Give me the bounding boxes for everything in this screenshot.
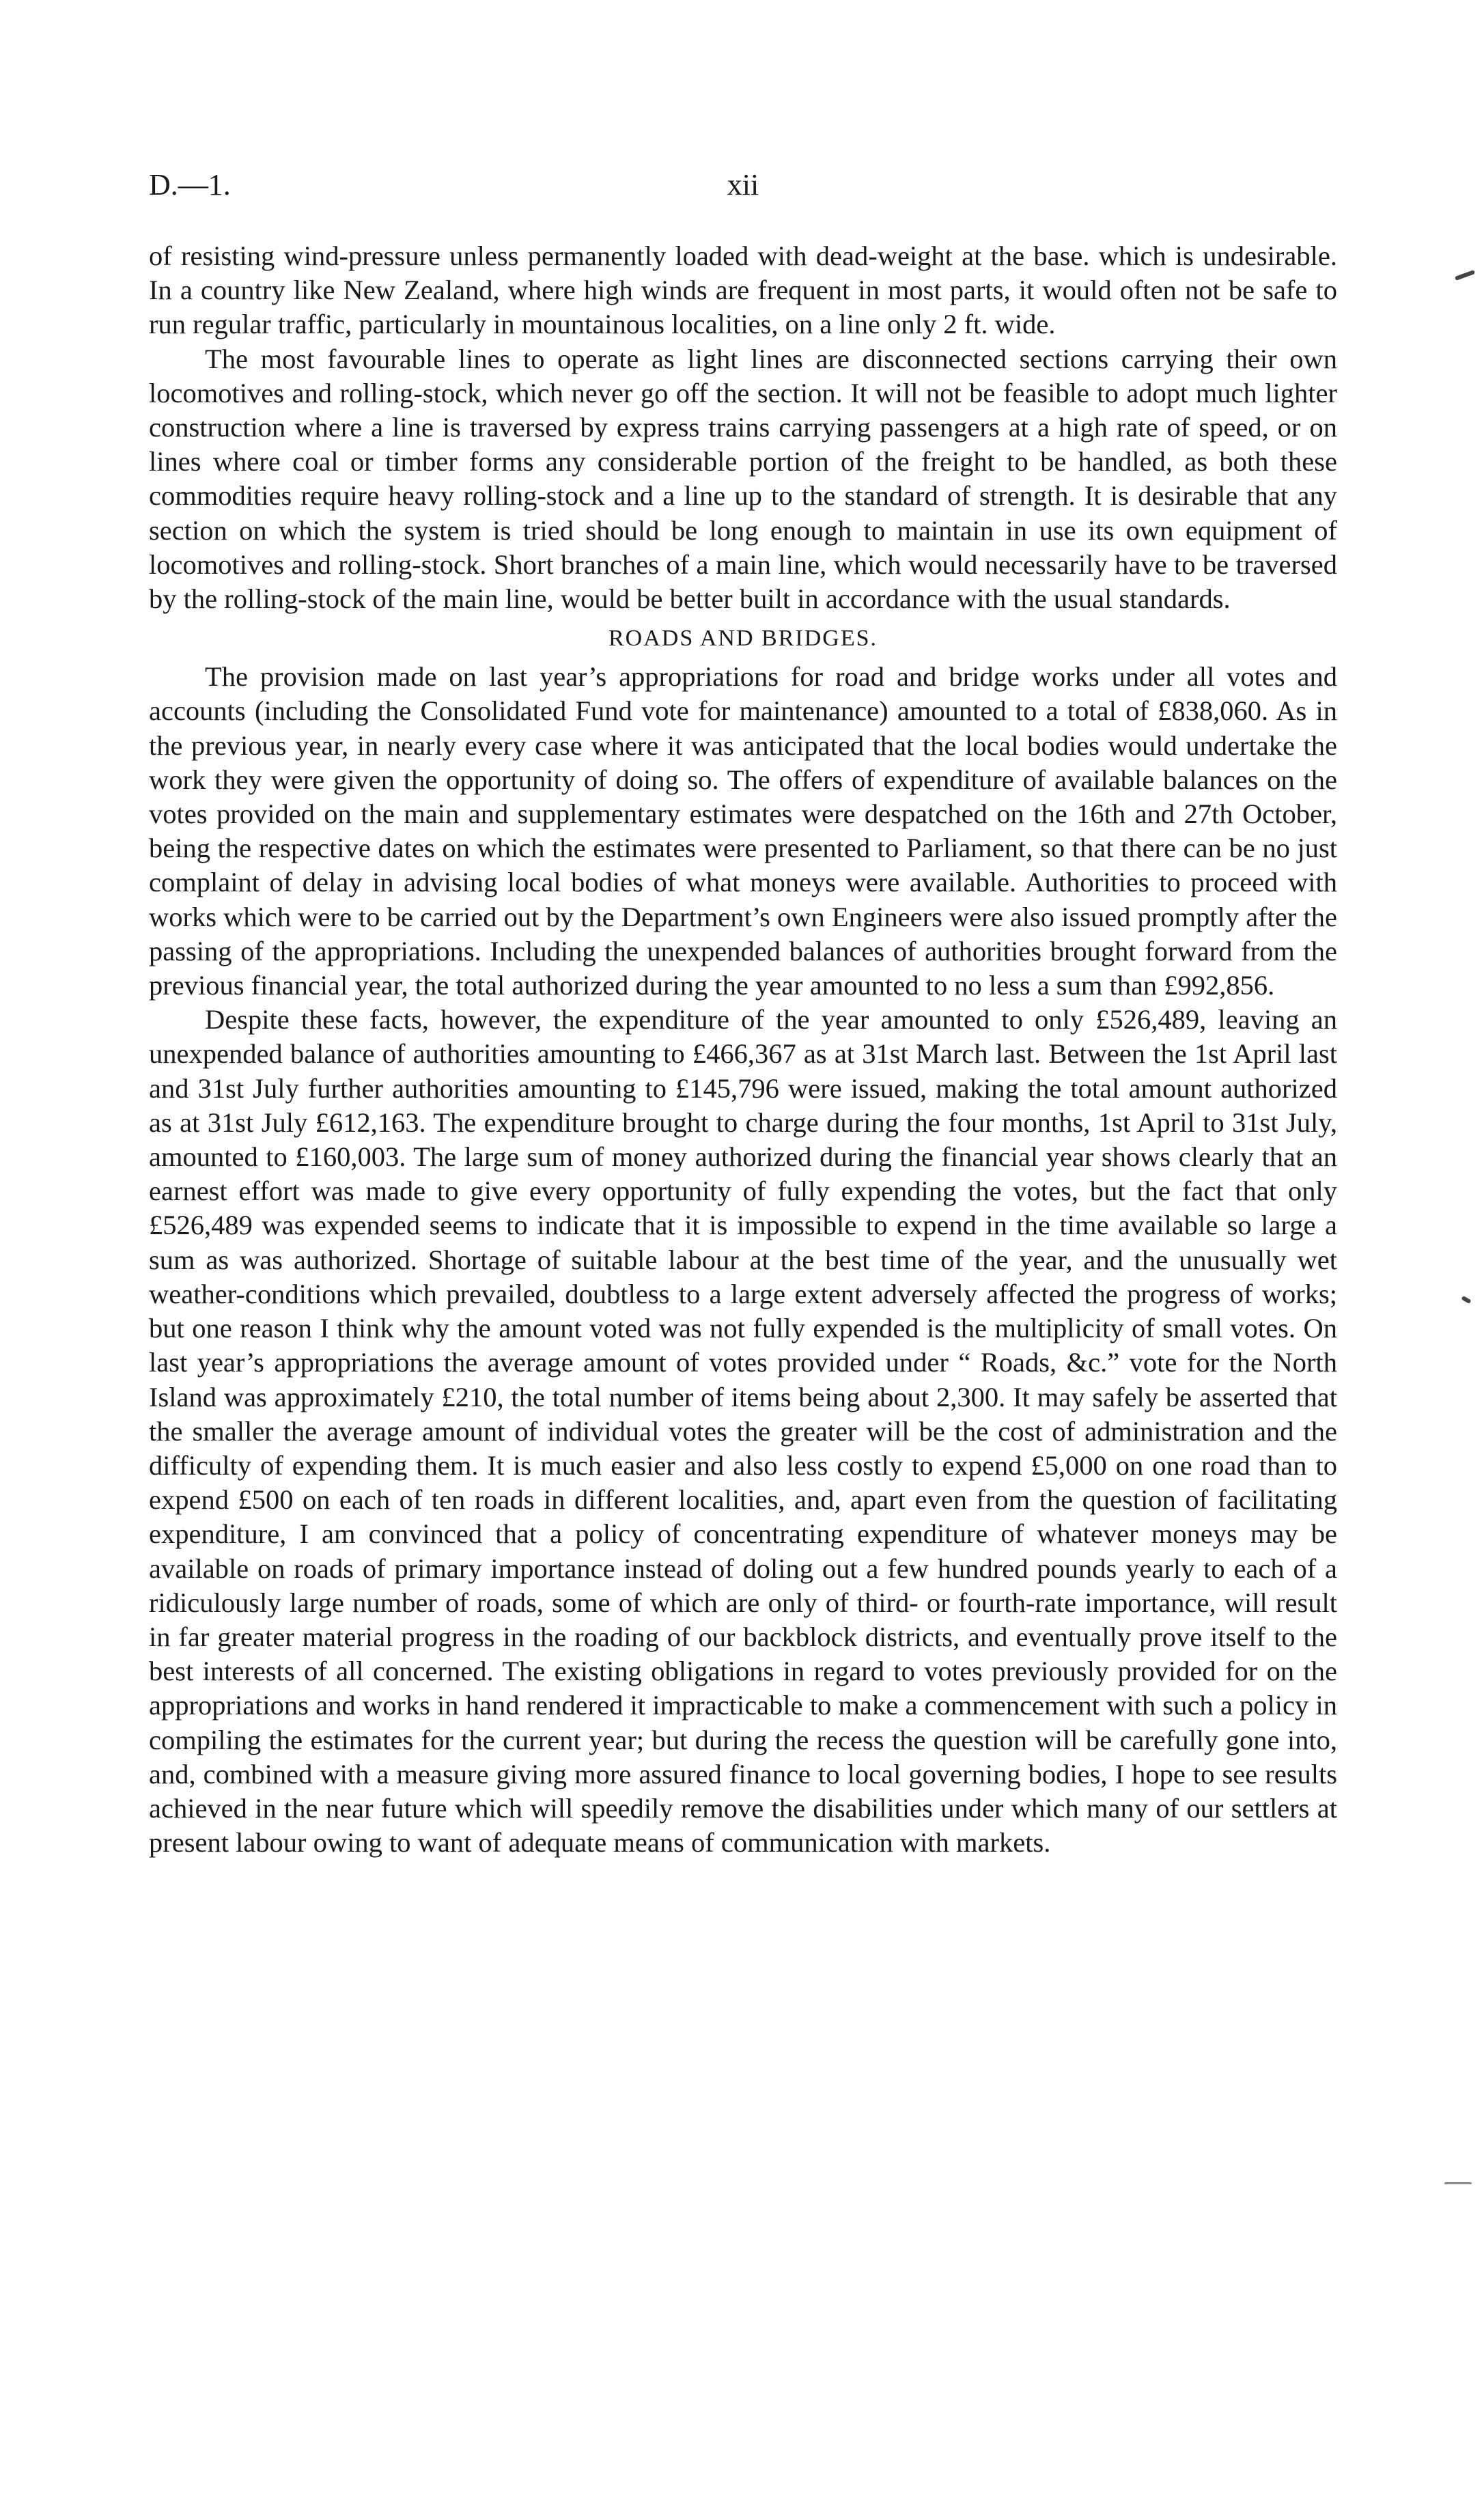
paragraph-continuation: of resisting wind-pressure unless permanently loaded with dead-weight at the base. which is undesirable. In a country like New Zealand, where high winds are frequent in most parts, it would often not be safe to run regular traffic, particularly in mountainous localities, on a line only 2 ft. wide. xyxy=(149,240,1337,340)
margin-mark xyxy=(1455,270,1475,281)
section-heading: ROADS AND BRIDGES. xyxy=(608,626,878,652)
page-header xyxy=(149,167,1337,208)
paragraph-light-lines: The most favourable lines to operate as light lines are disconnected sections carrying their own locomotives and rolling-stock, which never go off the section. It will not be feasible to adopt much lighter construction where a line is traversed by express trains carrying passengers at a high rate of speed, or on lines where coal or timber forms any considerable portion of the freight to be handled, as both these commodities require heavy rolling-stock and a line up to the standard of strength. It is desirable that any section on which the system is tried should be long enough to maintain in use its own equipment of locomotives and rolling-stock. Short branches of a main line, which would necessarily have to be traversed by the rolling-stock of the main line, would be better built in accordance with the usual standards. xyxy=(149,343,1337,615)
page-reference: D.—1. xyxy=(149,168,231,201)
page-body xyxy=(149,239,1337,1860)
margin-mark xyxy=(1444,2182,1472,2184)
paragraph-roads-expenditure: Despite these facts, however, the expenditure of the year amounted to only £526,489, leaving an unexpended balance of authorities amounting to £466,367 as at 31st March last. Between the 1st April last and 31st July further authorities amounting to £145,796 were issued, making the total amount authorized as at 31st July £612,163. The expenditure brought to charge during the four months, 1st April to 31st July, amounted to £160,003. The large sum of money authorized during the financial year shows clearly that an earnest effort was made to give every opportunity of fully expending the votes, but the fact that only £526,489 was expended seems to indicate that it is impossible to expend in the time available so large a sum as was authorized. Shortage of suitable labour at the best time of the year, and the unusually wet weather-conditions which prevailed, doubtless to a large extent adversely affected the progress of works; but one reason I think why the amount voted was not fully expended is the multiplicity of small votes. On last year’s appropriations the average amount of votes provided under “ Roads, &c.” vote for the North Island was approximately £210, the total number of items being about 2,300. It may safely be asserted that the smaller the average amount of individual votes the greater will be the cost of administration and the difficulty of expending them. It is much easier and also less costly to expend £5,000 on one road than to expend £500 on each of ten roads in different localities, and, apart even from the question of facilitating expenditure, I am convinced that a policy of concentrating expenditure of whatever moneys may be available on roads of primary importance instead of doling out a few hundred pounds yearly to each of a ridiculously large number of roads, some of which are only of third- or fourth-rate importance, will result in far greater material progress in the roading of our backblock districts, and eventually prove itself to the best interests of all concerned. The existing obligations in regard to votes previously provided for on the appropriations and works in hand rendered it impracticable to make a commencement with such a policy in compiling the estimates for the current year; but during the recess the question will be carefully gone into, and, combined with a measure giving more assured finance to local governing bodies, I hope to see results achieved in the near future which will speedily remove the disabilities under which many of our settlers at present labour owing to want of adequate means of communication with markets. xyxy=(149,1004,1337,1858)
margin-mark xyxy=(1461,1296,1471,1304)
page-number: xii xyxy=(727,168,759,201)
paragraph-roads-provision: The provision made on last year’s appropriations for road and bridge works under all votes and accounts (including the Consolidated Fund vote for maintenance) amounted to a total of £838,060. As in the previous year, in nearly every case where it was anticipated that the local bodies would undertake the work they were given the opportunity of doing so. The offers of expenditure of available balances on the votes provided on the main and supplementary estimates were despatched on the 16th and 27th October, being the respective dates on which the estimates were presented to Parliament, so that there can be no just complaint of delay in advising local bodies of what moneys were available. Authorities to proceed with works which were to be carried out by the Department’s own Engineers were also issued promptly after the passing of the appropriations. Including the unexpended balances of authorities brought forward from the previous financial year, the total authorized during the year amounted to no less a sum than £992,856. xyxy=(149,661,1337,1001)
